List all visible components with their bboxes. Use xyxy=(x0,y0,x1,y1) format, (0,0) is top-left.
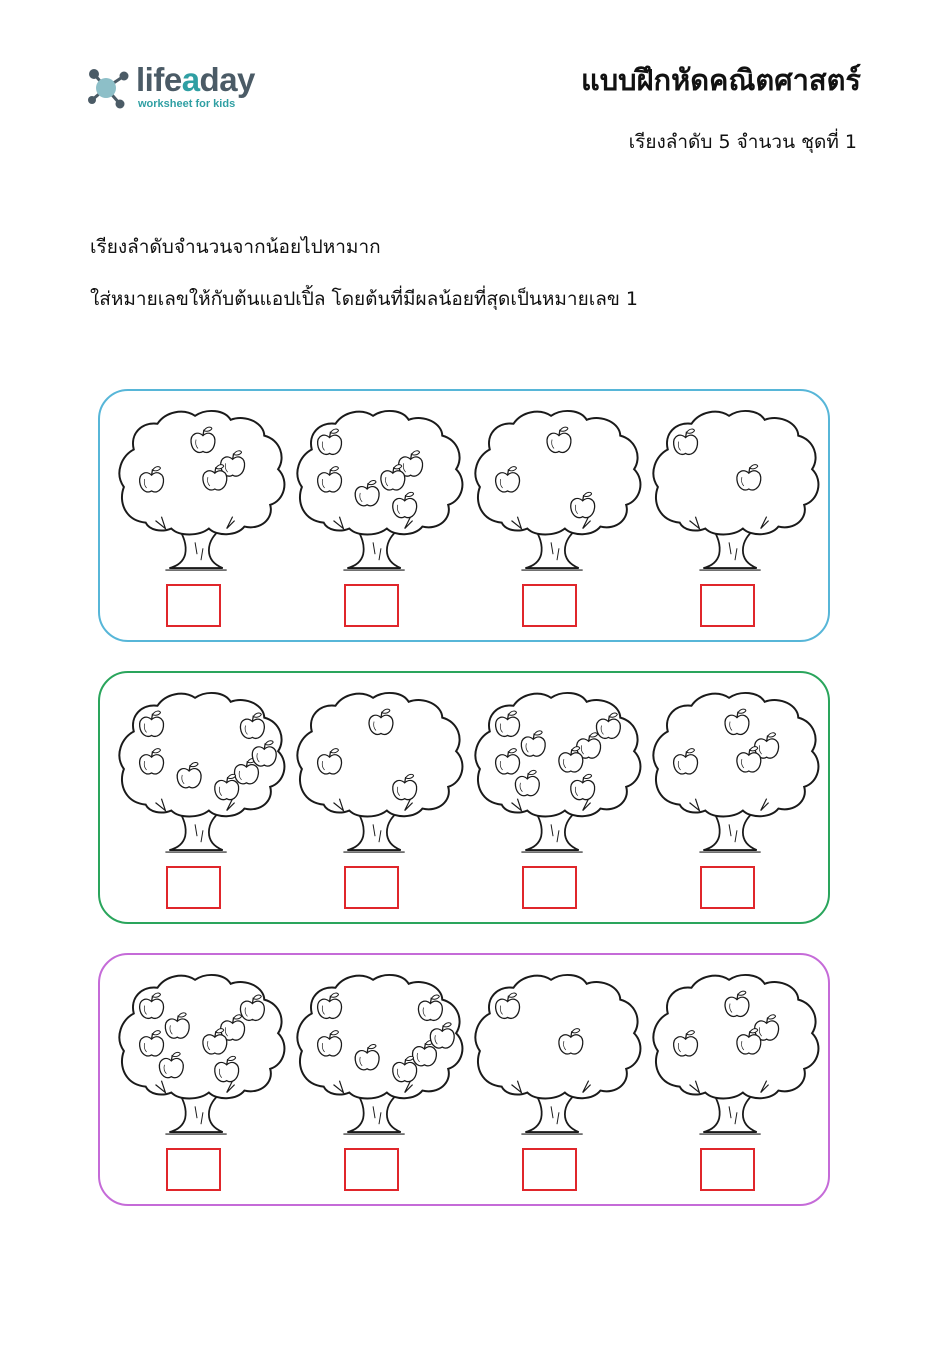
apple-tree xyxy=(648,685,820,855)
apple-tree xyxy=(470,685,642,855)
instruction-line-2: ใส่หมายเลขให้กับต้นแอปเปิ้ล โดยต้นที่มีผลน้อยที่สุดเป็นหมายเลข 1 xyxy=(90,288,638,310)
apple-tree xyxy=(470,967,642,1137)
answer-box[interactable] xyxy=(344,1148,399,1191)
apple-tree xyxy=(114,967,286,1137)
exercise-row-2 xyxy=(98,671,830,924)
answer-box[interactable] xyxy=(522,584,577,627)
answer-box[interactable] xyxy=(522,1148,577,1191)
instruction-line-1: เรียงลำดับจำนวนจากน้อยไปหามาก xyxy=(90,236,381,258)
molecule-logo-icon xyxy=(86,62,134,112)
apple-tree xyxy=(292,403,464,573)
answer-box[interactable] xyxy=(166,1148,221,1191)
answer-box[interactable] xyxy=(166,584,221,627)
logo-tagline: worksheet for kids xyxy=(138,98,236,110)
worksheet-subtitle: เรียงลำดับ 5 จำนวน ชุดที่ 1 xyxy=(628,131,857,153)
answer-box[interactable] xyxy=(344,866,399,909)
apple-tree xyxy=(114,685,286,855)
answer-box[interactable] xyxy=(166,866,221,909)
exercise-row-1 xyxy=(98,389,830,642)
exercise-row-3 xyxy=(98,953,830,1206)
brand-logo xyxy=(86,58,286,118)
logo-wordmark: lifeaday xyxy=(136,61,255,98)
apple-tree xyxy=(648,403,820,573)
answer-box[interactable] xyxy=(344,584,399,627)
apple-tree xyxy=(648,967,820,1137)
answer-box[interactable] xyxy=(700,866,755,909)
answer-box[interactable] xyxy=(700,1148,755,1191)
worksheet-title: แบบฝึกหัดคณิตศาสตร์ xyxy=(581,63,861,97)
apple-tree xyxy=(470,403,642,573)
apple-tree xyxy=(114,403,286,573)
answer-box[interactable] xyxy=(700,584,755,627)
answer-box[interactable] xyxy=(522,866,577,909)
apple-tree xyxy=(292,685,464,855)
apple-tree xyxy=(292,967,464,1137)
